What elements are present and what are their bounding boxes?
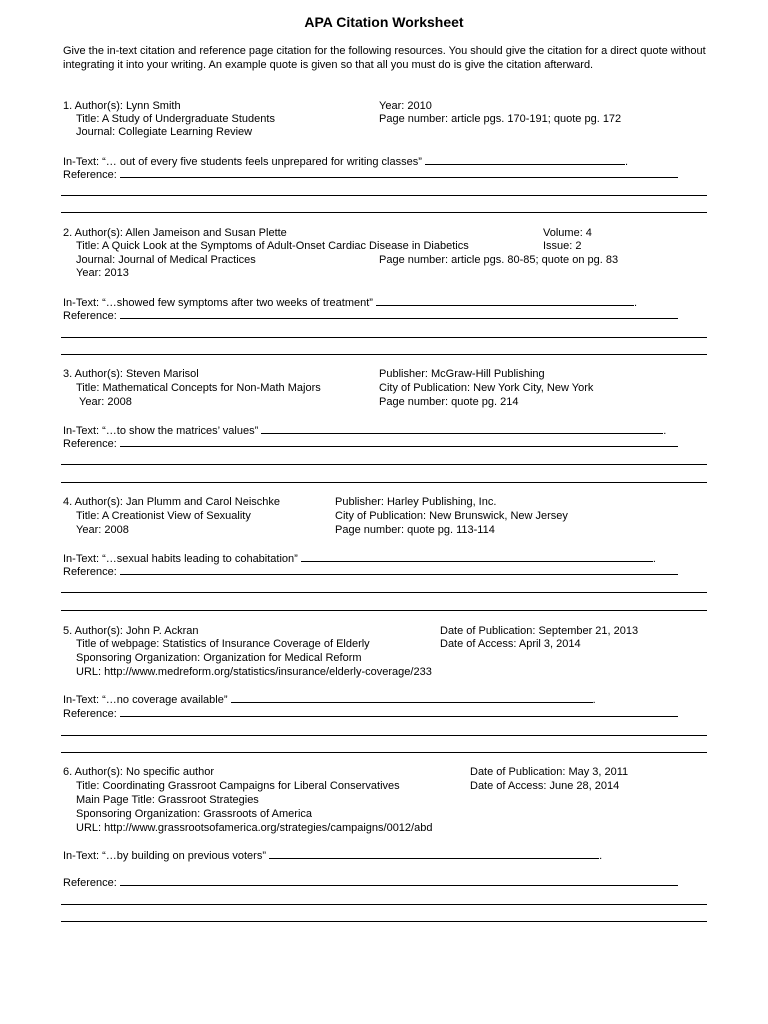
- reference-label: Reference:: [63, 877, 117, 889]
- item-4-reference-blank[interactable]: [120, 565, 678, 575]
- item-6-authors: 6. Author(s): No specific author: [63, 766, 215, 778]
- item-2-issue: Issue: 2: [543, 240, 582, 252]
- item-5-title: Title of webpage: Statistics of Insurance Coverage of Elderly: [76, 638, 370, 650]
- item-4-answer-line-1[interactable]: [61, 592, 707, 593]
- item-6-quote: “…by building on previous voters”: [102, 850, 266, 862]
- item-4-city: City of Publication: New Brunswick, New Jersey: [335, 510, 568, 522]
- item-5-access-date: Date of Access: April 3, 2014: [440, 638, 581, 650]
- reference-label: Reference:: [63, 169, 117, 181]
- item-6-access-date: Date of Access: June 28, 2014: [470, 780, 620, 792]
- item-3-year: Year: 2008: [79, 396, 132, 408]
- item-3-answer-line-1[interactable]: [61, 464, 707, 465]
- item-4-reference-line: [63, 565, 678, 580]
- in-text-label: In-Text:: [63, 850, 100, 862]
- item-6-org: Sponsoring Organization: Grassroots of America: [76, 808, 313, 820]
- item-1-year: Year: 2010: [379, 100, 432, 112]
- item-2-journal: Journal: Journal of Medical Practices: [76, 254, 256, 266]
- item-5-answer-line-2[interactable]: [61, 752, 707, 753]
- reference-label: Reference:: [63, 438, 117, 450]
- item-1-journal: Journal: Collegiate Learning Review: [76, 126, 253, 138]
- reference-label: Reference:: [63, 310, 117, 322]
- item-4-publisher: Publisher: Harley Publishing, Inc.: [335, 496, 497, 508]
- item-1-answer-line-2[interactable]: [61, 212, 707, 213]
- item-1-authors: 1. Author(s): Lynn Smith: [63, 100, 181, 112]
- reference-label: Reference:: [63, 566, 117, 578]
- item-3-page: Page number: quote pg. 214: [379, 396, 519, 408]
- item-3-authors: 3. Author(s): Steven Marisol: [63, 368, 199, 380]
- item-2-reference-blank[interactable]: [120, 309, 678, 319]
- item-1-in-text-blank[interactable]: [425, 155, 625, 165]
- item-5-quote: “…no coverage available”: [102, 694, 228, 706]
- item-2-year: Year: 2013: [76, 267, 129, 279]
- item-6-in-text-line: In-Text: “…by building on previous voters” .: [63, 850, 603, 862]
- item-4-year: Year: 2008: [76, 524, 129, 536]
- item-3-in-text-line: In-Text: “…to show the matrices’ values” .: [63, 425, 667, 437]
- item-4-page: Page number: quote pg. 113-114: [335, 524, 495, 536]
- item-5-in-text-line: In-Text: “…no coverage available” .: [63, 694, 596, 706]
- item-5-in-text-blank[interactable]: [231, 693, 593, 703]
- item-3-city: City of Publication: New York City, New York: [379, 382, 594, 394]
- item-2-authors: 2. Author(s): Allen Jameison and Susan Plette: [63, 227, 287, 239]
- item-1-in-text-line: In-Text: “… out of every five students feels unprepared for writing classes” .: [63, 156, 629, 168]
- in-text-label: In-Text:: [63, 156, 100, 168]
- item-6-url: URL: http://www.grassrootsofamerica.org/strategies/campaigns/0012/abd: [76, 822, 433, 834]
- item-5-org: Sponsoring Organization: Organization for Medical Reform: [76, 652, 362, 664]
- item-5-reference-blank[interactable]: [120, 707, 678, 717]
- item-1-reference-line: [63, 168, 678, 183]
- item-6-reference-blank[interactable]: [120, 876, 678, 886]
- item-5-authors: 5. Author(s): John P. Ackran: [63, 625, 199, 637]
- page-title: APA Citation Worksheet: [304, 14, 464, 30]
- item-1-reference-blank[interactable]: [120, 168, 678, 178]
- item-4-quote: “…sexual habits leading to cohabitation”: [102, 553, 298, 565]
- item-3-answer-line-2[interactable]: [61, 482, 707, 483]
- in-text-label: In-Text:: [63, 425, 100, 437]
- item-1-quote: “… out of every five students feels unprepared for writing classes”: [102, 156, 422, 168]
- reference-label: Reference:: [63, 708, 117, 720]
- item-6-title: Title: Coordinating Grassroot Campaigns for Liberal Conservatives: [76, 780, 400, 792]
- item-3-quote: “…to show the matrices’ values”: [102, 425, 259, 437]
- item-5-answer-line-1[interactable]: [61, 735, 707, 736]
- item-1-answer-line-1[interactable]: [61, 195, 707, 196]
- item-4-in-text-line: In-Text: “…sexual habits leading to cohabitation” .: [63, 553, 656, 565]
- item-2-in-text-blank[interactable]: [376, 296, 634, 306]
- item-5-url: URL: http://www.medreform.org/statistics/insurance/elderly-coverage/233: [76, 666, 432, 678]
- item-3-reference-line: [63, 437, 678, 452]
- item-1-title: Title: A Study of Undergraduate Students: [76, 113, 275, 125]
- item-2-reference-line: [63, 309, 678, 324]
- item-4-in-text-blank[interactable]: [301, 552, 653, 562]
- item-2-in-text-line: In-Text: “…showed few symptoms after two weeks of treatment” .: [63, 297, 638, 309]
- item-6-reference-line: [63, 876, 678, 891]
- item-5-reference-line: [63, 707, 678, 722]
- item-3-reference-blank[interactable]: [120, 437, 678, 447]
- item-2-answer-line-1[interactable]: [61, 337, 707, 338]
- item-6-main-page: Main Page Title: Grassroot Strategies: [76, 794, 259, 806]
- item-2-quote: “…showed few symptoms after two weeks of treatment”: [102, 297, 373, 309]
- item-4-authors: 4. Author(s): Jan Plumm and Carol Neischke: [63, 496, 281, 508]
- item-4-title: Title: A Creationist View of Sexuality: [76, 510, 251, 522]
- item-5-pub-date: Date of Publication: September 21, 2013: [440, 625, 639, 637]
- item-6-answer-line-1[interactable]: [61, 904, 707, 905]
- instructions: Give the in-text citation and reference page citation for the following resources. You should give the citation for a direct quote without integrating it into your writing. An example quote is given so that all you must do is give the citation afterward.: [63, 45, 706, 71]
- in-text-label: In-Text:: [63, 297, 100, 309]
- item-4-answer-line-2[interactable]: [61, 610, 707, 611]
- item-1-page: Page number: article pgs. 170-191; quote pg. 172: [379, 113, 622, 125]
- in-text-label: In-Text:: [63, 553, 100, 565]
- item-6-pub-date: Date of Publication: May 3, 2011: [470, 766, 629, 778]
- item-3-in-text-blank[interactable]: [261, 424, 663, 434]
- item-6-answer-line-2[interactable]: [61, 921, 707, 922]
- item-2-page: Page number: article pgs. 80-85; quote on pg. 83: [379, 254, 619, 266]
- item-6-in-text-blank[interactable]: [269, 849, 599, 859]
- item-2-volume: Volume: 4: [543, 227, 592, 239]
- item-3-publisher: Publisher: McGraw-Hill Publishing: [379, 368, 545, 380]
- item-2-answer-line-2[interactable]: [61, 354, 707, 355]
- in-text-label: In-Text:: [63, 694, 100, 706]
- item-3-title: Title: Mathematical Concepts for Non-Math Majors: [76, 382, 321, 394]
- item-2-title: Title: A Quick Look at the Symptoms of Adult-Onset Cardiac Disease in Diabetics: [76, 240, 469, 252]
